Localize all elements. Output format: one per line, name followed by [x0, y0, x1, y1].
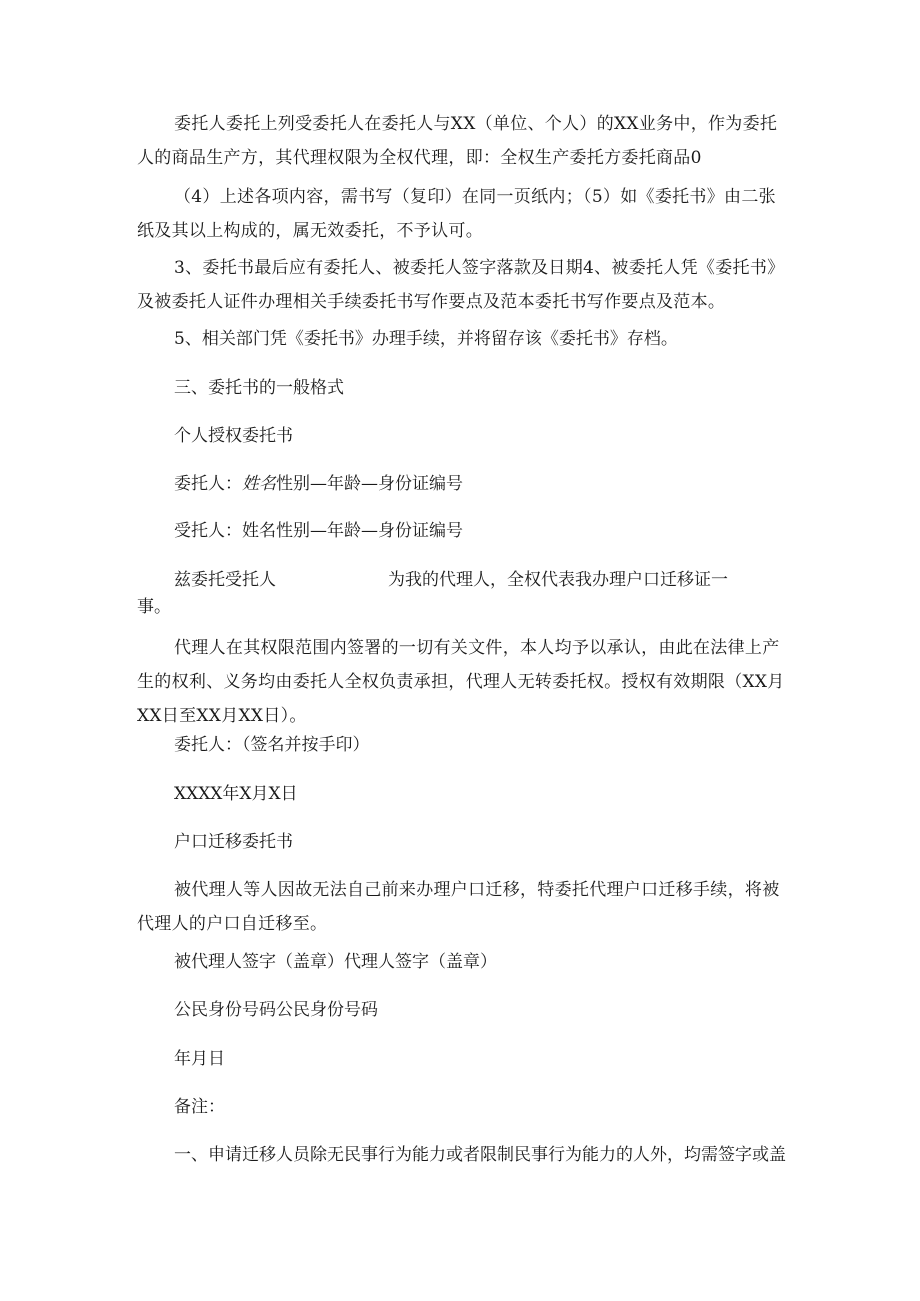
client-info-rest: 性别—年龄—身份证编号 [276, 474, 463, 494]
heading-personal-authorization: 个人授权委托书 [174, 426, 293, 446]
authorization-text-end: 事。 [137, 597, 171, 617]
authorization-line [174, 563, 728, 597]
date-line: XXXX年X月X日 [174, 784, 298, 804]
client-info-line [174, 467, 463, 501]
client-name-label: 姓名 [242, 474, 276, 494]
authorization-text-a: 兹委托受托人 [174, 570, 276, 590]
section-heading-general-format: 三、委托书的一般格式 [174, 378, 344, 398]
paragraph-hukou-transfer: 被代理人等人因故无法自己前来办理户口迁移，特委托代理户口迁移手续，将被代理人的户口自迁移至。 [137, 880, 780, 934]
note-item-1: 一、申请迁移人员除无民事行为能力或者限制民事行为能力的人外，均需签字或盖 [174, 1145, 786, 1165]
paragraph-items-4-5: （4）上述各项内容，需书写（复印）在同一页纸内；（5）如《委托书》由二张纸及其以上构成的，属无效委托，不予认可。 [137, 187, 776, 241]
date-blank-line: 年月日 [174, 1049, 225, 1069]
authorization-text-b: 为我的代理人，全权代表我办理户口迁移证一 [388, 570, 728, 590]
signature-stamp-line: 被代理人签字（盖章）代理人签字（盖章） [174, 952, 497, 972]
client-label: 委托人： [174, 474, 242, 494]
paragraph-commission-scope: 委托人委托上列受委托人在委托人与XX（单位、个人）的XX业务中，作为委托人的商品生产方，其代理权限为全权代理，即：全权生产委托方委托商品0 [137, 114, 778, 168]
agent-info-line: 受托人：姓名性别—年龄—身份证编号 [174, 521, 463, 541]
paragraph-authorization-scope: 代理人在其权限范围内签署的一切有关文件，本人均予以承认，由此在法律上产生的权利、义务均由委托人全权负责承担，代理人无转委托权。授权有效期限（XX月XX日至XX月XX日）。 [137, 638, 785, 726]
note-label: 备注： [174, 1097, 225, 1117]
id-number-line: 公民身份号码公民身份号码 [174, 1000, 378, 1020]
paragraph-item-5: 5、相关部门凭《委托书》办理手续，并将留存该《委托书》存档。 [174, 329, 678, 349]
client-signature-line: 委托人：（签名并按手印） [174, 735, 370, 755]
paragraph-item-3-4: 3、委托书最后应有委托人、被委托人签字落款及日期4、被委托人凭《委托书》及被委托人证件办理相关手续委托书写作要点及范本委托书写作要点及范本。 [137, 258, 785, 312]
heading-hukou-transfer: 户口迁移委托书 [174, 832, 293, 852]
